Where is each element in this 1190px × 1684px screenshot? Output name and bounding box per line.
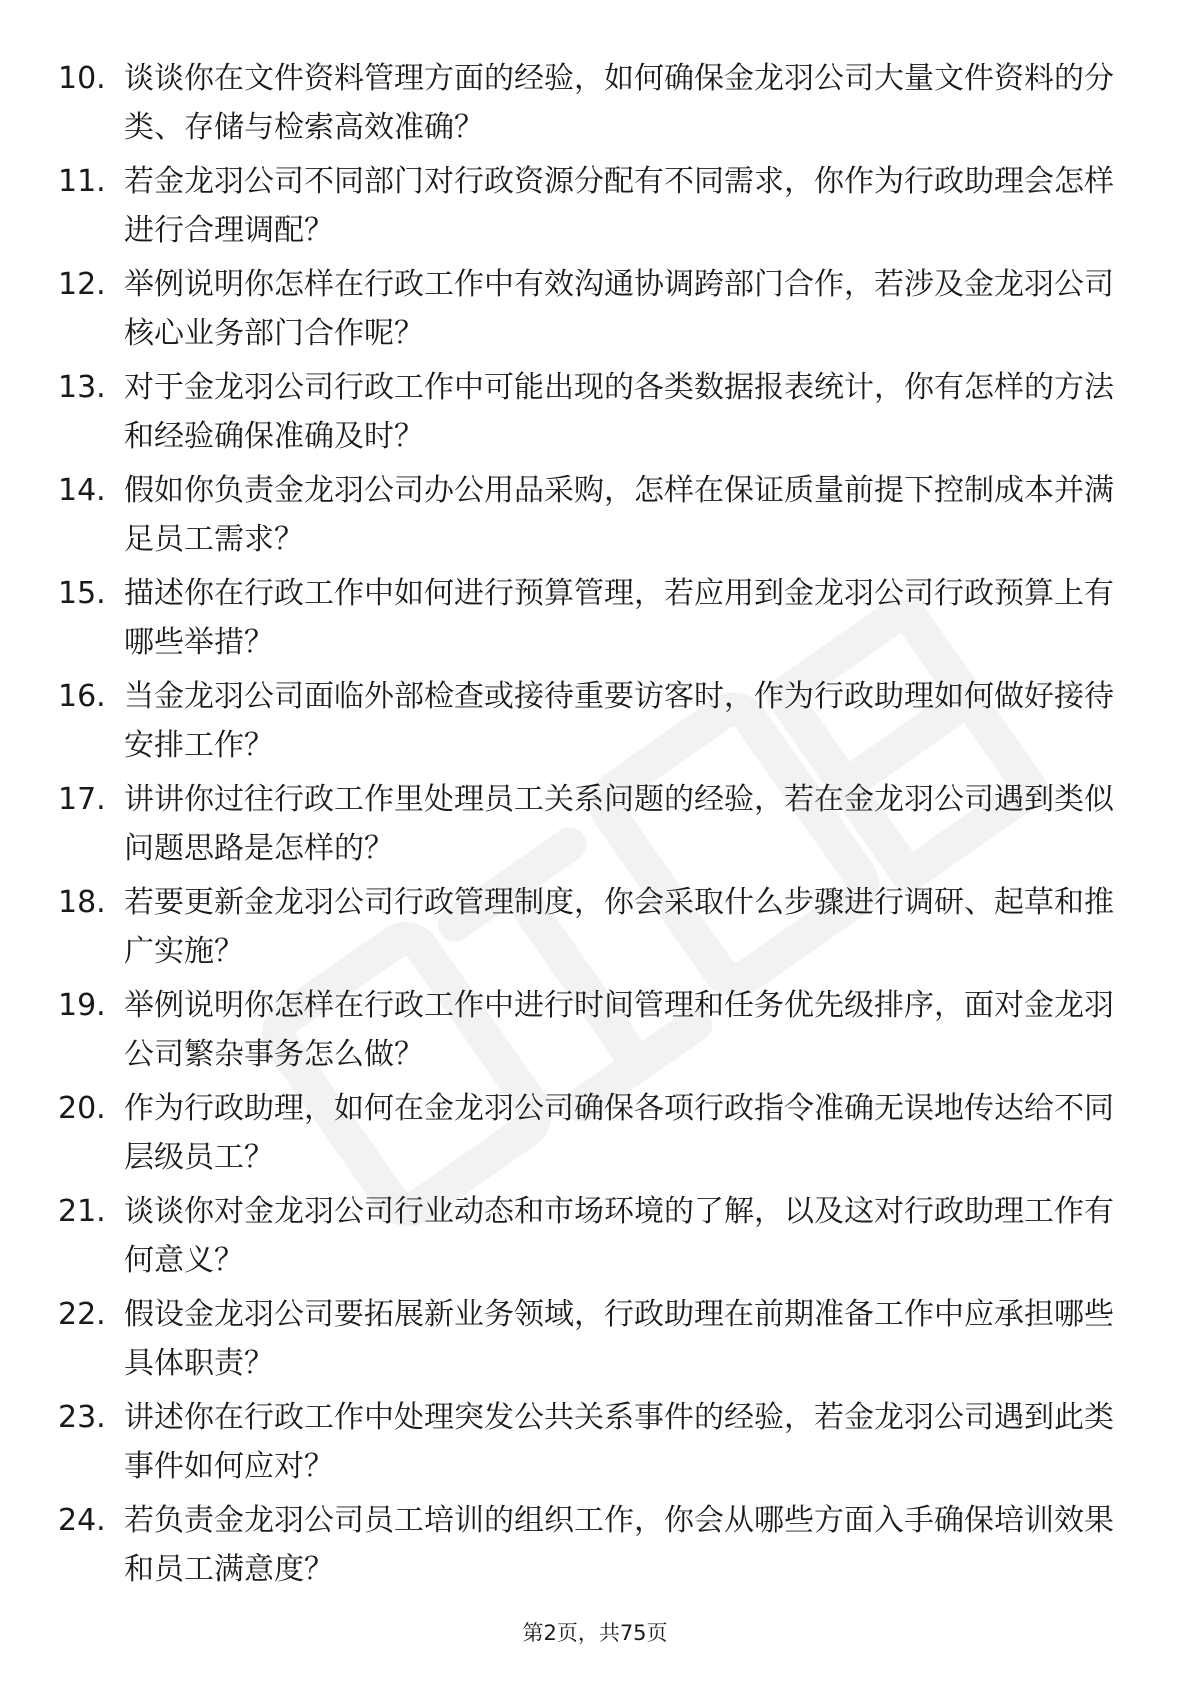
question-number: 17. — [58, 782, 106, 817]
question-text: 描述你在行政工作中如何进行预算管理，若应用到金龙羽公司行政预算上有哪些举措？ — [124, 576, 1114, 660]
question-text: 假如你负责金龙羽公司办公用品采购，怎样在保证质量前提下控制成本并满足员工需求？ — [124, 473, 1114, 557]
question-text: 讲讲你过往行政工作里处理员工关系问题的经验，若在金龙羽公司遇到类似问题思路是怎样的？ — [124, 782, 1114, 866]
question-item — [58, 775, 1118, 873]
question-item — [58, 54, 1118, 152]
question-item — [58, 1084, 1118, 1182]
question-number: 12. — [58, 267, 106, 302]
question-item — [58, 981, 1118, 1079]
question-text: 当金龙羽公司面临外部检查或接待重要访客时，作为行政助理如何做好接待安排工作？ — [124, 679, 1114, 763]
question-number: 21. — [58, 1194, 106, 1229]
question-text: 讲述你在行政工作中处理突发公共关系事件的经验，若金龙羽公司遇到此类事件如何应对？ — [124, 1400, 1114, 1484]
question-item — [58, 260, 1118, 358]
question-number: 10. — [58, 61, 106, 96]
question-number: 14. — [58, 473, 106, 508]
question-number: 22. — [58, 1297, 106, 1332]
page-number-label: 第2页，共75页 — [522, 1621, 668, 1645]
question-number: 23. — [58, 1400, 106, 1435]
question-text: 谈谈你在文件资料管理方面的经验，如何确保金龙羽公司大量文件资料的分类、存储与检索高效准确？ — [124, 61, 1114, 145]
question-text: 对于金龙羽公司行政工作中可能出现的各类数据报表统计，你有怎样的方法和经验确保准确及时？ — [124, 370, 1114, 454]
question-number: 11. — [58, 164, 106, 199]
question-text: 谈谈你对金龙羽公司行业动态和市场环境的了解，以及这对行政助理工作有何意义？ — [124, 1194, 1114, 1278]
question-number: 19. — [58, 988, 106, 1023]
question-item — [58, 363, 1118, 461]
question-number: 13. — [58, 370, 106, 405]
question-text: 若要更新金龙羽公司行政管理制度，你会采取什么步骤进行调研、起草和推广实施？ — [124, 885, 1114, 969]
question-number: 18. — [58, 885, 106, 920]
question-item — [58, 672, 1118, 770]
question-text: 若金龙羽公司不同部门对行政资源分配有不同需求，你作为行政助理会怎样进行合理调配？ — [124, 164, 1114, 248]
question-text: 举例说明你怎样在行政工作中有效沟通协调跨部门合作，若涉及金龙羽公司核心业务部门合作呢？ — [124, 267, 1114, 351]
page-footer — [0, 1618, 1190, 1648]
question-number: 20. — [58, 1091, 106, 1126]
question-list — [58, 54, 1118, 1599]
question-item — [58, 1290, 1118, 1388]
question-item — [58, 569, 1118, 667]
question-text: 举例说明你怎样在行政工作中进行时间管理和任务优先级排序，面对金龙羽公司繁杂事务怎么做？ — [124, 988, 1114, 1072]
question-item — [58, 1496, 1118, 1594]
question-item — [58, 466, 1118, 564]
question-text: 若负责金龙羽公司员工培训的组织工作，你会从哪些方面入手确保培训效果和员工满意度？ — [124, 1503, 1114, 1587]
question-item — [58, 878, 1118, 976]
question-number: 16. — [58, 679, 106, 714]
question-text: 作为行政助理，如何在金龙羽公司确保各项行政指令准确无误地传达给不同层级员工？ — [124, 1091, 1114, 1175]
question-item — [58, 1187, 1118, 1285]
question-item — [58, 157, 1118, 255]
question-text: 假设金龙羽公司要拓展新业务领域，行政助理在前期准备工作中应承担哪些具体职责？ — [124, 1297, 1114, 1381]
question-number: 24. — [58, 1503, 106, 1538]
question-number: 15. — [58, 576, 106, 611]
question-item — [58, 1393, 1118, 1491]
